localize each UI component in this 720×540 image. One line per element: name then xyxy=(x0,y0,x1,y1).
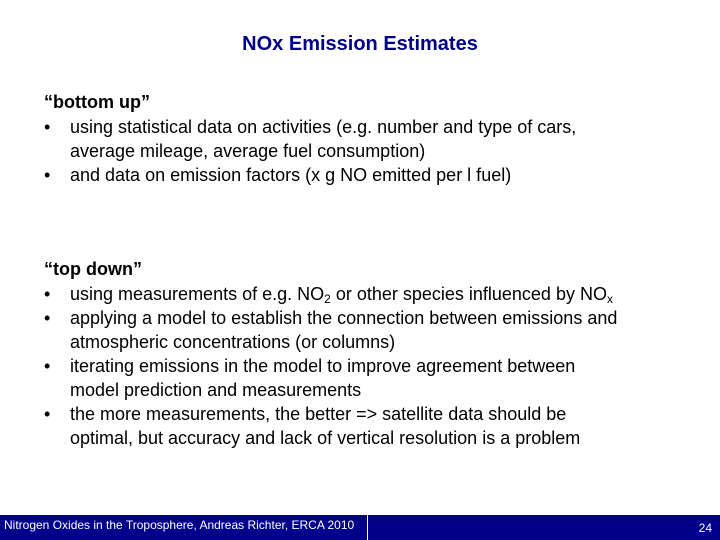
slide-title: NOx Emission Estimates xyxy=(242,33,478,55)
bullet-item xyxy=(44,306,704,354)
top-down-section xyxy=(44,257,704,450)
bullet-dot: • xyxy=(44,308,51,328)
top-down-heading: “top down” xyxy=(44,259,142,279)
footer-divider xyxy=(367,515,368,540)
footer-text: Nitrogen Oxides in the Troposphere, Andreas Richter, ERCA 2010 xyxy=(4,518,355,532)
bullet-item xyxy=(44,163,704,187)
bullet-text-continued: atmospheric concentrations (or columns) xyxy=(70,332,396,352)
bullet-text: and data on emission factors (x g NO emitted per l fuel) xyxy=(70,165,512,185)
subscript: x xyxy=(606,292,613,306)
bullet-text: applying a model to establish the connection between emissions and xyxy=(70,308,618,328)
bullet-item xyxy=(44,402,704,450)
subscript: 2 xyxy=(324,292,331,306)
bullet-item xyxy=(44,282,704,306)
page-number: 24 xyxy=(698,521,712,535)
footer-bar xyxy=(0,515,720,540)
bullet-dot: • xyxy=(44,356,51,376)
bullet-dot: • xyxy=(44,404,51,424)
bottom-up-heading: “bottom up” xyxy=(44,92,150,112)
bullet-text xyxy=(70,282,704,306)
bullet-text: using statistical data on activities (e.g. number and type of cars, xyxy=(70,117,577,137)
bullet-text-continued: average mileage, average fuel consumption) xyxy=(70,141,426,161)
bullet-dot: • xyxy=(44,284,51,304)
bullet-dot: • xyxy=(44,165,51,185)
bullet-item xyxy=(44,354,704,402)
bullet-text-part: using measurements of e.g. NO xyxy=(70,284,325,304)
bullet-text-part: or other species influenced by NO xyxy=(330,284,607,304)
bullet-text: iterating emissions in the model to improve agreement between xyxy=(70,356,576,376)
bullet-text-continued: optimal, but accuracy and lack of vertical resolution is a problem xyxy=(70,428,581,448)
bullet-text: the more measurements, the better => satellite data should be xyxy=(70,404,567,424)
bullet-dot: • xyxy=(44,117,51,137)
bullet-text-continued: model prediction and measurements xyxy=(70,380,362,400)
bottom-up-section xyxy=(44,90,704,187)
bullet-item xyxy=(44,115,704,163)
